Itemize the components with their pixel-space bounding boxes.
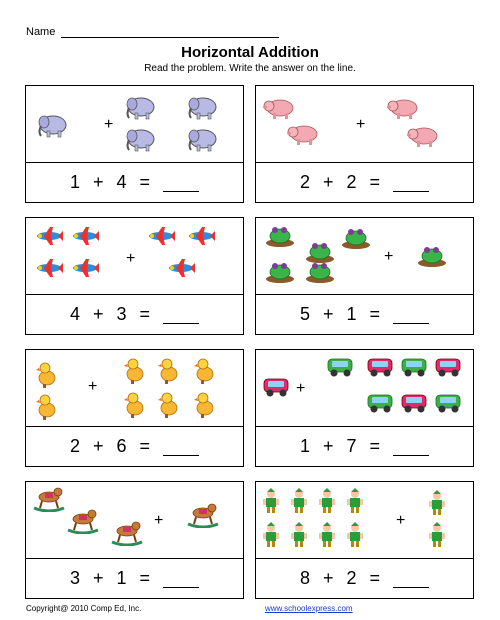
equals-sign: = xyxy=(369,567,382,588)
name-field xyxy=(26,26,279,38)
elephant-icon xyxy=(186,94,220,125)
plus-sign: + xyxy=(384,248,394,265)
addend-b: 1 xyxy=(346,303,358,324)
picture-area xyxy=(256,482,473,559)
name-line[interactable] xyxy=(61,27,279,38)
addend-b: 4 xyxy=(116,171,128,192)
addend-a: 2 xyxy=(299,171,311,192)
equals-sign: = xyxy=(139,303,152,324)
addend-b: 7 xyxy=(346,435,358,456)
plus-sign: + xyxy=(92,303,105,324)
problem-card xyxy=(255,217,474,335)
equation xyxy=(256,558,473,598)
elf-icon xyxy=(290,488,308,519)
picture-area xyxy=(26,350,243,427)
rocking-horse-icon xyxy=(66,506,100,539)
equation xyxy=(256,426,473,466)
addend-a: 5 xyxy=(299,303,311,324)
frog-icon xyxy=(264,224,296,253)
addend-b: 6 xyxy=(116,435,128,456)
picture-area xyxy=(256,86,473,163)
answer-blank[interactable] xyxy=(393,173,429,192)
equation xyxy=(26,426,243,466)
pig-icon xyxy=(286,122,320,151)
equation xyxy=(26,294,243,334)
elf-icon xyxy=(428,490,446,521)
duck-icon xyxy=(124,390,146,423)
frog-icon xyxy=(340,226,372,255)
airplane-icon xyxy=(70,226,100,251)
addend-b: 3 xyxy=(116,303,128,324)
plus-sign: + xyxy=(92,435,105,456)
equals-sign: = xyxy=(139,171,152,192)
addend-a: 8 xyxy=(299,567,311,588)
addend-a: 4 xyxy=(69,303,81,324)
problem-card xyxy=(25,481,244,599)
addend-a: 1 xyxy=(69,171,81,192)
equation xyxy=(256,162,473,202)
elf-icon xyxy=(262,488,280,519)
problem-card xyxy=(255,349,474,467)
addend-a: 3 xyxy=(69,567,81,588)
problem-card xyxy=(255,481,474,599)
picture-area xyxy=(256,218,473,295)
pig-icon xyxy=(386,96,420,125)
answer-blank[interactable] xyxy=(163,437,199,456)
page-title: Horizontal Addition xyxy=(181,44,319,61)
duck-icon xyxy=(124,356,146,389)
equation xyxy=(26,162,243,202)
rocking-horse-icon xyxy=(110,518,144,551)
plus-sign: + xyxy=(88,378,98,395)
plus-sign: + xyxy=(322,567,335,588)
equals-sign: = xyxy=(369,435,382,456)
duck-icon xyxy=(194,390,216,423)
picture-area xyxy=(26,218,243,295)
truck-icon xyxy=(366,392,396,419)
plus-sign: + xyxy=(296,380,306,397)
rocking-horse-icon xyxy=(32,484,66,517)
plus-sign: + xyxy=(356,116,366,133)
truck-icon xyxy=(434,356,464,383)
airplane-icon xyxy=(34,226,64,251)
elephant-icon xyxy=(124,94,158,125)
airplane-icon xyxy=(70,258,100,283)
plus-sign: + xyxy=(92,567,105,588)
frog-icon xyxy=(264,260,296,289)
frog-icon xyxy=(304,260,336,289)
plus-sign: + xyxy=(92,171,105,192)
problem-card xyxy=(25,85,244,203)
duck-icon xyxy=(36,392,58,425)
answer-blank[interactable] xyxy=(393,305,429,324)
elf-icon xyxy=(428,522,446,553)
problem-card xyxy=(25,349,244,467)
plus-sign: + xyxy=(154,512,164,529)
answer-blank[interactable] xyxy=(163,305,199,324)
picture-area xyxy=(26,482,243,559)
plus-sign: + xyxy=(322,435,335,456)
elephant-icon xyxy=(36,112,70,143)
answer-blank[interactable] xyxy=(393,569,429,588)
plus-sign: + xyxy=(104,116,114,133)
answer-blank[interactable] xyxy=(163,173,199,192)
plus-sign: + xyxy=(322,303,335,324)
plus-sign: + xyxy=(126,250,136,267)
pig-icon xyxy=(262,96,296,125)
answer-blank[interactable] xyxy=(393,437,429,456)
picture-area xyxy=(26,86,243,163)
truck-icon xyxy=(400,356,430,383)
addend-a: 2 xyxy=(69,435,81,456)
equals-sign: = xyxy=(139,567,152,588)
addend-b: 2 xyxy=(346,567,358,588)
airplane-icon xyxy=(34,258,64,283)
equals-sign: = xyxy=(369,171,382,192)
addend-a: 1 xyxy=(299,435,311,456)
duck-icon xyxy=(194,356,216,389)
duck-icon xyxy=(36,360,58,393)
duck-icon xyxy=(158,356,180,389)
truck-icon xyxy=(400,392,430,419)
duck-icon xyxy=(158,390,180,423)
elf-icon xyxy=(346,488,364,519)
truck-icon xyxy=(366,356,396,383)
frog-icon xyxy=(416,244,448,273)
answer-blank[interactable] xyxy=(163,569,199,588)
pig-icon xyxy=(406,124,440,153)
elephant-icon xyxy=(124,126,158,157)
copyright: Copyright@ 2010 Comp Ed, Inc. xyxy=(26,604,142,613)
addend-b: 2 xyxy=(346,171,358,192)
equation xyxy=(256,294,473,334)
equals-sign: = xyxy=(369,303,382,324)
plus-sign: + xyxy=(396,512,406,529)
picture-area xyxy=(256,350,473,427)
airplane-icon xyxy=(186,226,216,251)
elephant-icon xyxy=(186,126,220,157)
elf-icon xyxy=(290,522,308,553)
instructions: Read the problem. Write the answer on the line. xyxy=(144,63,356,74)
plus-sign: + xyxy=(322,171,335,192)
truck-icon xyxy=(326,356,356,383)
airplane-icon xyxy=(146,226,176,251)
truck-icon xyxy=(434,392,464,419)
elf-icon xyxy=(262,522,280,553)
elf-icon xyxy=(346,522,364,553)
truck-icon xyxy=(262,376,292,403)
problem-card xyxy=(25,217,244,335)
elf-icon xyxy=(318,522,336,553)
addend-b: 1 xyxy=(116,567,128,588)
airplane-icon xyxy=(166,258,196,283)
rocking-horse-icon xyxy=(186,500,220,533)
equals-sign: = xyxy=(139,435,152,456)
name-label: Name xyxy=(26,26,56,38)
equation xyxy=(26,558,243,598)
elf-icon xyxy=(318,488,336,519)
website-link[interactable]: www.schoolexpress.com xyxy=(265,604,353,613)
problem-card xyxy=(255,85,474,203)
